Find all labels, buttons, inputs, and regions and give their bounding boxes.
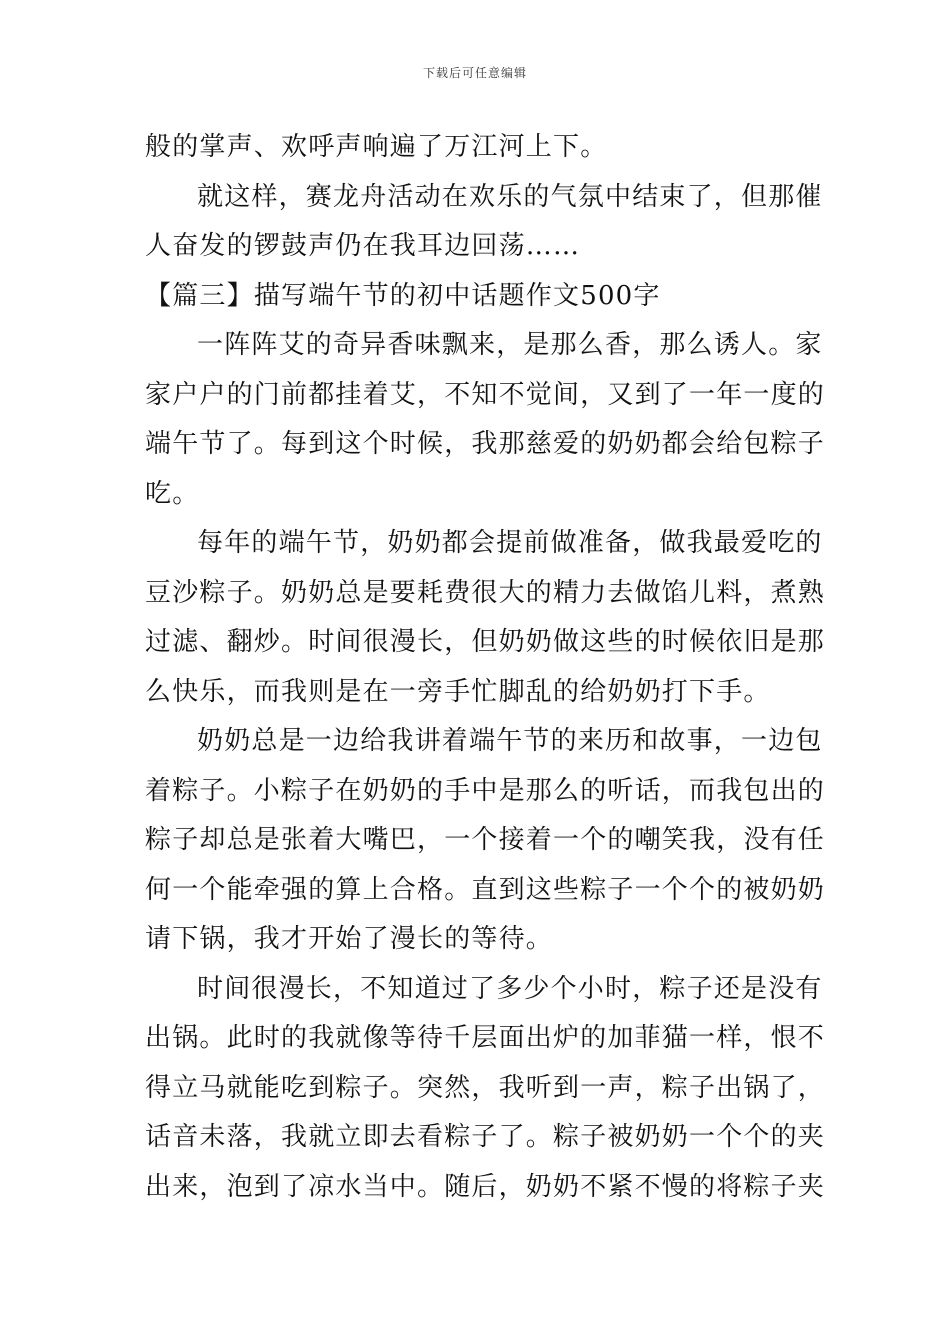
text-line: 过滤、翻炒。时间很漫长，但奶奶做这些的时候依旧是那 <box>145 627 826 657</box>
page-header-note: 下载后可任意编辑 <box>422 66 527 80</box>
text-line: 请下锅，我才开始了漫长的等待。 <box>145 924 554 954</box>
paragraph-start-line: 就这样，赛龙舟活动在欢乐的气氛中结束了，但那催 <box>197 181 823 212</box>
text-line: 着粽子。小粽子在奶奶的手中是那么的听话，而我包出的 <box>145 775 826 806</box>
paragraph-start-line: 一阵阵艾的奇异香味飘来，是那么香，那么诱人。家 <box>197 330 823 360</box>
text-line: 般的掌声、欢呼声响遍了万江河上下。 <box>145 132 608 162</box>
text-line: 出锅。此时的我就像等待千层面出炉的加菲猫一样，恨不 <box>145 1023 826 1053</box>
text-line: 家户户的门前都挂着艾，不知不觉间，又到了一年一度的 <box>145 379 826 410</box>
text-line: 吃。 <box>145 478 200 509</box>
text-line: 人奋发的锣鼓声仍在我耳边回荡…… <box>145 231 581 261</box>
section-heading: 【篇三】描写端午节的初中话题作文500字 <box>145 280 661 311</box>
text-line: 端午节了。每到这个时候，我那慈爱的奶奶都会给包粽子 <box>145 429 826 459</box>
text-line: 粽子却总是张着大嘴巴，一个接着一个的嘲笑我，没有任 <box>145 825 826 855</box>
document-body <box>145 123 826 1212</box>
paragraph-start-line: 时间很漫长，不知道过了多少个小时，粽子还是没有 <box>197 973 823 1004</box>
text-line: 得立马就能吃到粽子。突然，我听到一声，粽子出锅了， <box>145 1072 826 1103</box>
text-line: 何一个能牵强的算上合格。直到这些粽子一个个的被奶奶 <box>145 874 826 905</box>
paragraph-start-line: 奶奶总是一边给我讲着端午节的来历和故事，一边包 <box>197 726 823 756</box>
paragraph-start-line: 每年的端午节，奶奶都会提前做准备，做我最爱吃的 <box>197 528 823 558</box>
text-line: 话音未落，我就立即去看粽子了。粽子被奶奶一个个的夹 <box>145 1122 826 1152</box>
text-line: 出来，泡到了凉水当中。随后，奶奶不紧不慢的将粽子夹 <box>145 1171 826 1202</box>
text-line: 么快乐，而我则是在一旁手忙脚乱的给奶奶打下手。 <box>145 676 771 707</box>
text-line: 豆沙粽子。奶奶总是要耗费很大的精力去做馅儿料，煮熟 <box>145 577 826 608</box>
